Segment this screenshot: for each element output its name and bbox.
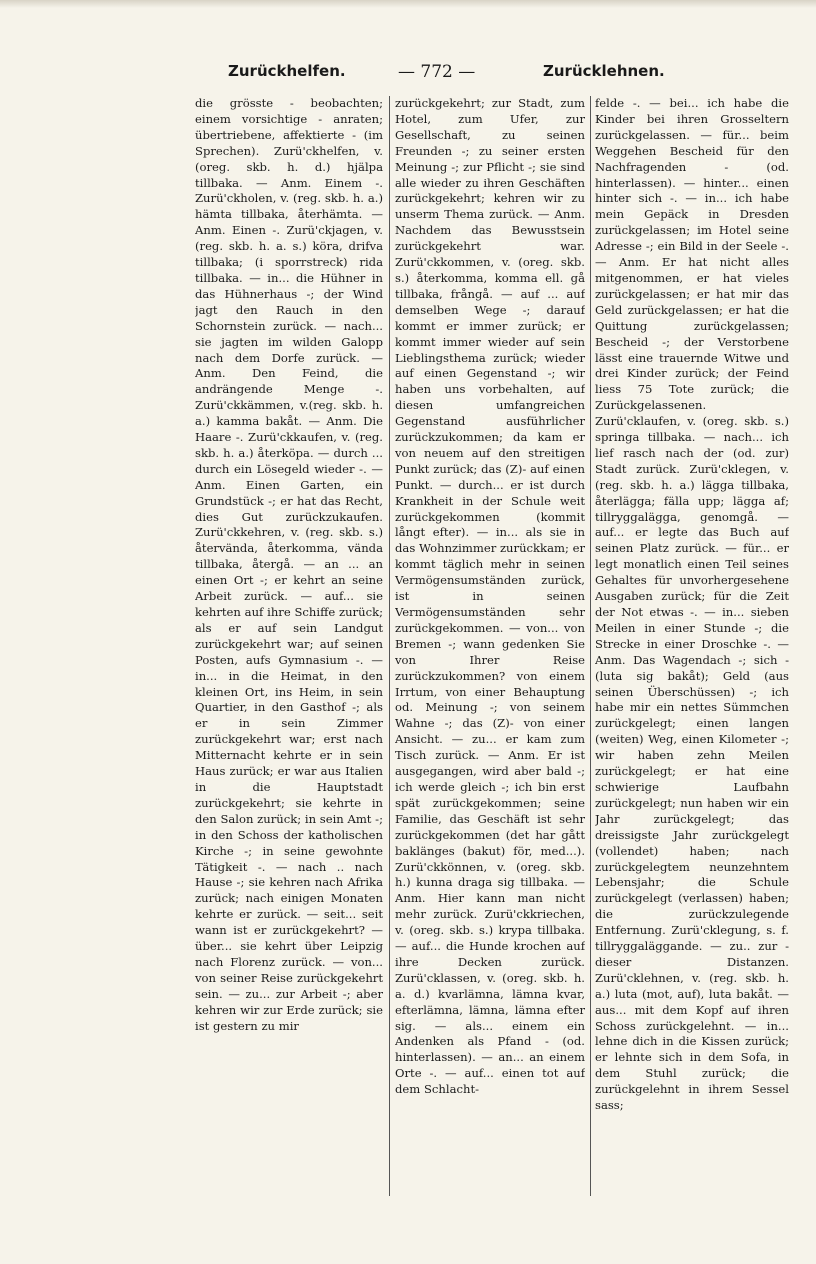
column-divider [590,96,591,1196]
column-1-text: die grösste - beobachten; einem vorsichtige - anraten; übertriebene, affektierte - (im Sprechen). Zurü'ckhelfen, v. (oreg. skb. h. d.) hjälpa tillbaka. — Anm. Einem -. Zurü'ckholen, v. (reg. skb. h. a.) hämta tillbaka, återhämta. — Anm. Einen -. Zurü'ckjagen, v. (reg. skb. h. a. s.) köra, drifva tillbaka; (i sporrstreck) rida tillbaka. — in... die Hühner in das Hühnerhaus -; der Wind jagt den Rauch in den Schornstein zurück. — nach... sie jagten im wilden Galopp nach dem Dorfe zurück. — Anm. Den Feind, die andrängende Menge -. Zurü'ckkämmen, v.(reg. skb. h. a.) kamma bakåt. — Anm. Die Haare -. Zurü'ckkaufen, v. (reg. skb. h. a.) återköpa. — durch ... durch ein Lösegeld wieder -. — Anm. Einen Garten, ein Grundstück -; er hat das Recht, dies Gut zurückzukaufen. Zurü'ckkehren, v. (reg. skb. s.) återvända, återkomma, vända tillbaka, återgå. — an ... an einen Ort -; er kehrt an seine Arbeit zurück. — auf... sie kehrten auf ihre Schiffe zurück; als er auf sein Landgut zurückgekehrt war; auf seinen Posten, aufs Gymnasium -. — in... in die Heimat, in den kleinen Ort, ins Heim, in sein Quartier, in den Gasthof -; als er in sein Zimmer zurückgekehrt war; erst nach Mitternacht kehrte er in sein Haus zurück; er war aus Italien in die Hauptstadt zurückgekehrt; sie kehrte in den Salon zurück; in sein Amt -; in den Schoss der katholischen Kirche -; in seine gewohnte Tätigkeit -. — nach .. nach Hause -; sie kehren nach Afrika zurück; nach einigen Monaten kehrte er zurück. — seit... seit wann ist er zurückgekehrt? — über... sie kehrt über Leipzig nach Florenz zurück. — von... von seiner Reise zurückgekehrt sein. — zu... zur Arbeit -; aber kehren wir zur Erde zurück; sie ist gestern zu mir [195,96,383,1033]
column-2-text: zurückgekehrt; zur Stadt, zum Hotel, zum Ufer, zur Gesellschaft, zu seinen Freunden -; zu seiner ersten Meinung -; zur Pflicht -; sie sind alle wieder zu ihren Geschäften zurückgekehrt; kehren wir zu unserm Thema zurück. — Anm. Nachdem das Bewusstsein zurückgekehrt war. Zurü'ckkommen, v. (oreg. skb. s.) återkomma, komma ell. gå tillbaka, frångå. — auf ... auf demselben Wege -; darauf kommt er immer zurück; er kommt immer wieder auf sein Lieblingsthema zurück; wieder auf einen Gegenstand -; wir haben uns vorbehalten, auf diesen umfangreichen Gegenstand ausführlicher zurückzukommen; da kam er von neuem auf den streitigen Punkt zurück; das (Z)- auf einen Punkt. — durch... er ist durch Krankheit in der Schule weit zurückgekommen (kommit långt efter). — in... als sie in das Wohnzimmer zurückkam; er kommt täglich mehr in seinen Vermögensumständen zurück, ist in seinen Vermögensumständen sehr zurückgekommen. — von... von Bremen -; wann gedenken Sie von Ihrer Reise zurückzukommen? von einem Irrtum, von einer Behauptung od. Meinung -; von seinem Wahne -; das (Z)- von einer Ansicht. — zu... er kam zum Tisch zurück. — Anm. Er ist ausgegangen, wird aber bald -; ich werde gleich -; ich bin erst spät zurückgekommen; seine Familie, das Geschäft ist sehr zurückgekommen (det har gått baklänges (bakut) för, med...). Zurü'ckkönnen, v. (oreg. skb. h.) kunna draga sig tillbaka. — Anm. Hier kann man nicht mehr zurück. Zurü'ckkriechen, v. (oreg. skb. s.) krypa tillbaka. — auf... die Hunde krochen auf ihre Decken zurück. Zurü'cklassen, v. (oreg. skb. h. a. d.) kvarlämna, lämna kvar, efterlämna, lämna, lämna efter sig. — als... einem ein Andenken als Pfand - (od. hinterlassen). — an... an einem Orte -. — auf... einen tot auf dem Schlacht- [395,96,585,1097]
column-3 [595,96,789,1196]
text-columns [195,96,791,1196]
page-top-edge [0,0,816,8]
page-header [0,62,816,84]
column-2 [395,96,585,1196]
column-3-text: felde -. — bei... ich habe die Kinder bei ihren Grosseltern zurückgelassen. — für... beim Weggehen Bescheid für den Nachfragenden - (od. hinterlassen). — hinter... einen hinter sich -. — in... ich habe mein Gepäck in Dresden zurückgelassen; im Hotel seine Adresse -; ein Bild in der Seele -. — Anm. Er hat nicht alles mitgenommen, er hat vieles zurückgelassen; er hat mir das Geld zurückgelassen; er hat die Quittung zurückgelassen; Bescheid -; der Verstorbene lässt eine trauernde Witwe und drei Kinder zurück; der Feind liess 75 Tote zurück; die Zurückgelassenen. Zurü'cklaufen, v. (oreg. skb. s.) springa tillbaka. — nach... ich lief rasch nach der (od. zur) Stadt zurück. Zurü'cklegen, v. (reg. skb. h. a.) lägga tillbaka, återlägga; fälla upp; lägga af; tillryggalägga, genomgå. — auf... er legte das Buch auf seinen Platz zurück. — für... er legt monatlich einen Teil seines Gehaltes für unvorhergesehene Ausgaben zurück; für die Zeit der Not etwas -. — in... sieben Meilen in einer Stunde -; die Strecke in einer Droschke -. — Anm. Das Wagendach -; sich - (luta sig bakåt); Geld (aus seinen Überschüssen) -; ich habe mir ein nettes Sümmchen zurückgelegt; einen langen (weiten) Weg, einen Kilometer -; wir haben zehn Meilen zurückgelegt; er hat eine schwierige Laufbahn zurückgelegt; nun haben wir ein Jahr zurückgelegt; das dreissigste Jahr zurückgelegt (vollendet) haben; nach zurückgelegtem neunzehntem Lebensjahr; die Schule zurückgelegt (verlassen) haben; die zurückzulegende Entfernung. Zurü'cklegung, s. f. tillryggaläggande. — zu.. zur - dieser Distanzen. Zurü'cklehnen, v. (reg. skb. h. a.) luta (mot, auf), luta bakåt. — aus... mit dem Kopf auf ihren Schoss zurückgelehnt. — in... lehne dich in die Kissen zurück; er lehnte sich in dem Sofa, in dem Stuhl zurück; die zurückgelehnt in ihrem Sessel sass; [595,96,789,1113]
page-number: — 772 — [398,62,476,82]
header-last-entry: Zurücklehnen. [543,62,665,80]
column-divider [389,96,390,1196]
header-first-entry: Zurückhelfen. [228,62,346,80]
column-1 [195,96,383,1196]
